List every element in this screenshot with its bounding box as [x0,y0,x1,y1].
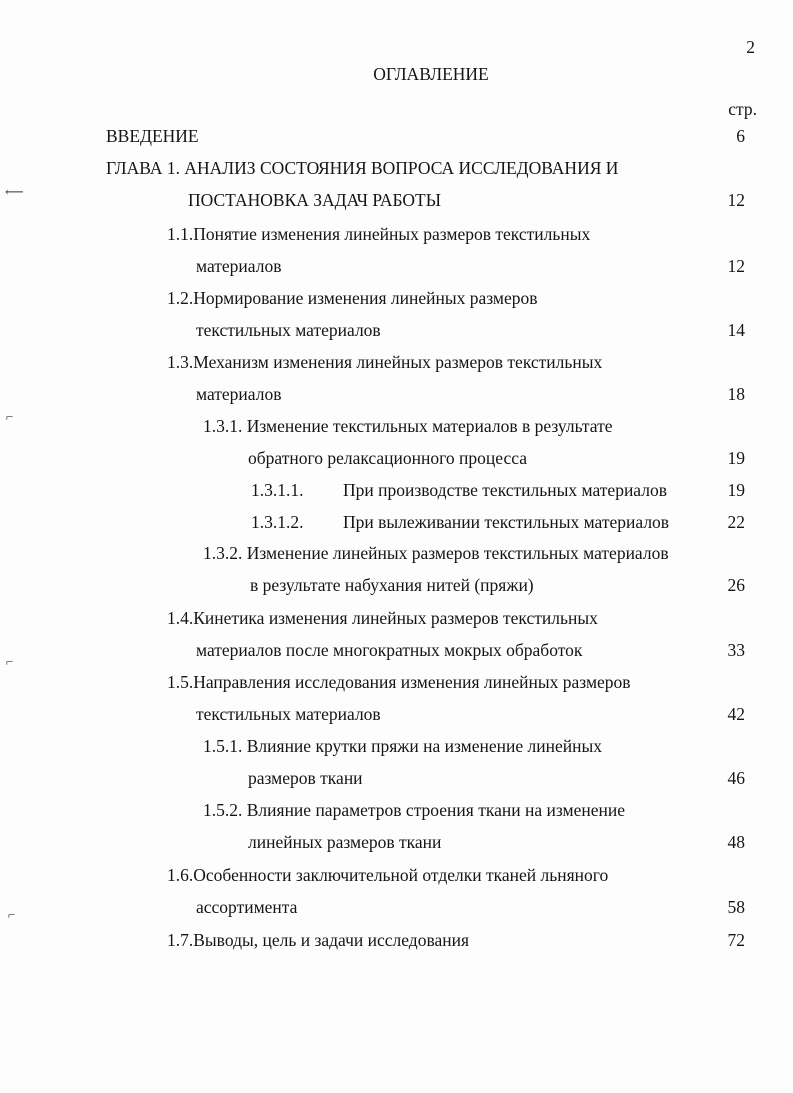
toc-page-s132-b: 26 [727,575,745,595]
toc-page-s151-b: 46 [727,768,745,788]
toc-entry-s1312-num: 1.3.1.2. [251,512,304,532]
toc-page-s1311-title: 19 [727,480,745,500]
toc-entry-s16-a: 1.6.Особенности заключительной отделки тканей льняного [167,865,609,885]
scan-mark: ⟵ [5,184,24,199]
toc-page-s17: 72 [727,930,745,950]
scan-mark: ⌐ [6,654,14,669]
toc-title: ОГЛАВЛЕНИЕ [373,64,489,84]
toc-entry-s1311-num: 1.3.1.1. [251,480,304,500]
toc-entry-s1311-title: При производстве текстильных материалов [343,480,667,500]
toc-entry-s131-a: 1.3.1. Изменение текстильных материалов в результате [203,416,613,436]
toc-entry-s15-b: текстильных материалов [196,704,381,724]
toc-page-s15-b: 42 [727,704,745,724]
toc-page-s11-b: 12 [727,256,745,276]
toc-entry-s12-a: 1.2.Нормирование изменения линейных размеров [167,288,538,308]
toc-page-s13-b: 18 [727,384,745,404]
toc-entry-s131-b: обратного релаксационного процесса [248,448,527,468]
toc-entry-s17: 1.7.Выводы, цель и задачи исследования [167,930,470,950]
toc-entry-intro: ВВЕДЕНИЕ [106,126,199,146]
toc-entry-s1312-title: При вылеживании текстильных материалов [343,512,670,532]
toc-page-s14-b: 33 [727,640,745,660]
page-column-label: стр. [728,99,757,119]
toc-entry-s14-b: материалов после многократных мокрых обработок [196,640,583,660]
toc-entry-s152-a: 1.5.2. Влияние параметров строения ткани на изменение [203,800,625,820]
toc-page-s16-b: 58 [727,897,745,917]
toc-entry-s14-a: 1.4.Кинетика изменения линейных размеров текстильных [167,608,598,628]
toc-entry-s12-b: текстильных материалов [196,320,381,340]
toc-entry-s151-a: 1.5.1. Влияние крутки пряжи на изменение линейных [203,736,602,756]
toc-entry-s151-b: размеров ткани [248,768,363,788]
toc-entry-s152-b: линейных размеров ткани [248,832,442,852]
toc-entry-s13-b: материалов [196,384,282,404]
toc-entry-ch1-b: ПОСТАНОВКА ЗАДАЧ РАБОТЫ [188,190,441,210]
toc-entry-s13-a: 1.3.Механизм изменения линейных размеров текстильных [167,352,603,372]
toc-entry-s16-b: ассортимента [196,897,298,917]
toc-page-intro: 6 [736,126,745,146]
page-number: 2 [746,37,755,57]
toc-page-ch1-b: 12 [727,190,745,210]
toc-page-s131-b: 19 [727,448,745,468]
scan-mark: ⌐ [6,409,14,424]
toc-entry-s11-b: материалов [196,256,282,276]
toc-page-s1312-title: 22 [727,512,745,532]
toc-page-s12-b: 14 [727,320,745,340]
toc-entry-ch1-a: ГЛАВА 1. АНАЛИЗ СОСТОЯНИЯ ВОПРОСА ИССЛЕДОВАНИЯ И [106,158,619,178]
scan-mark: ⌐ [8,907,16,922]
toc-entry-s132-a: 1.3.2. Изменение линейных размеров текстильных материалов [203,543,669,563]
toc-page-s152-b: 48 [727,832,745,852]
toc-entry-s132-b: в результате набухания нитей (пряжи) [250,575,534,595]
toc-entry-s11-a: 1.1.Понятие изменения линейных размеров текстильных [167,224,591,244]
toc-entry-s15-a: 1.5.Направления исследования изменения линейных размеров [167,672,631,692]
